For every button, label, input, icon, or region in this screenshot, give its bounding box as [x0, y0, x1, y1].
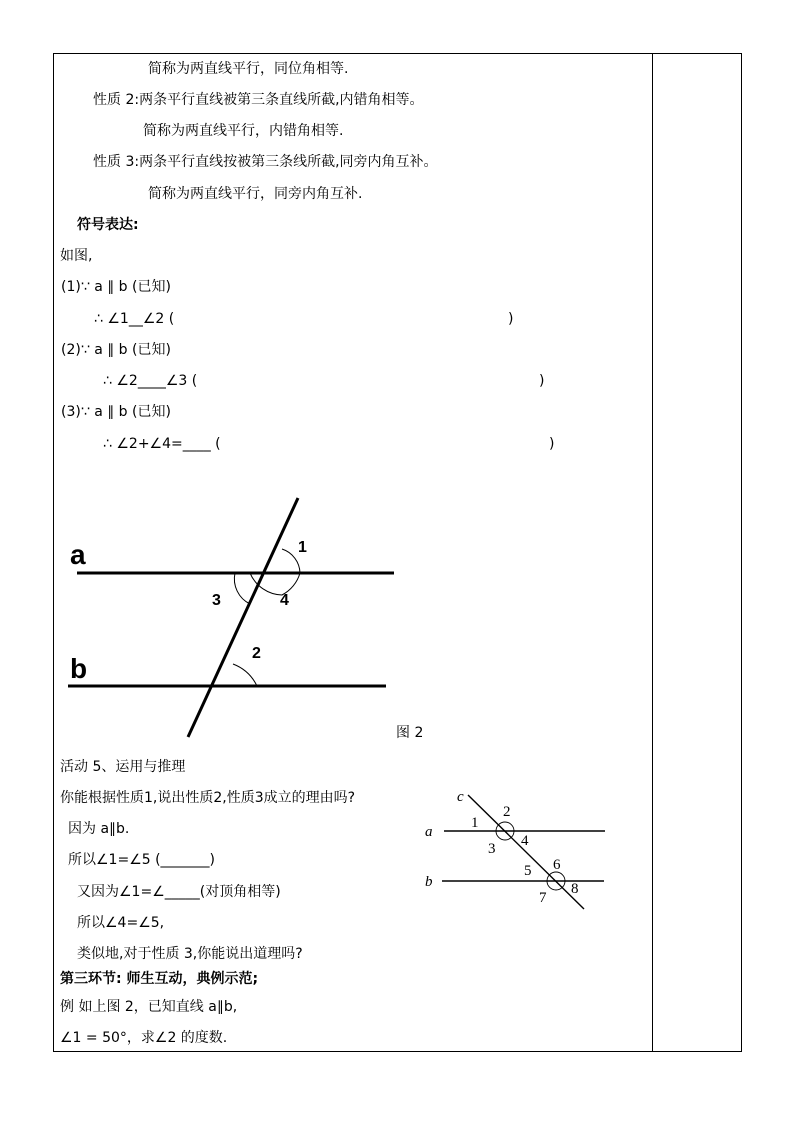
text-line: 你能根据性质1,说出性质2,性质3成立的理由吗?: [60, 790, 356, 806]
column-divider: [652, 54, 653, 1051]
angle-4-label: 4: [521, 833, 529, 849]
text-line: 所以∠1=∠5 (_______): [68, 852, 216, 868]
transversal: [188, 498, 298, 737]
text-line: 又因为∠1=∠_____(对顶角相等): [77, 884, 281, 900]
text-line: 因为 a∥b.: [68, 821, 130, 837]
example-line: ∠1 = 50°，求∠2 的度数.: [60, 1030, 228, 1046]
text-line: 性质 3:两条平行直线按被第三条线所截,同旁内角互补。: [93, 154, 438, 170]
angle-1-label: 1: [298, 539, 307, 556]
label-b: b: [425, 874, 433, 890]
text-line: 简称为两直线平行，同旁内角互补.: [148, 186, 363, 202]
section-heading: 第三环节: 师生互动，典例示范;: [60, 971, 259, 987]
angle-6-label: 6: [553, 857, 561, 873]
text-line: ∴ ∠2____∠3 (: [103, 373, 198, 389]
text-line: ): [539, 373, 545, 389]
angle-5-label: 5: [524, 863, 532, 879]
text-line: ): [549, 436, 555, 452]
angle-1-label: 1: [471, 815, 479, 831]
text-line: 性质 2:两条平行直线被第三条直线所截,内错角相等。: [93, 92, 424, 108]
text-line: (3)∵ a ∥ b (已知): [61, 404, 171, 420]
parallel-lines-figure: [60, 490, 420, 745]
angle-4-label: 4: [280, 592, 289, 609]
text-line: 类似地,对于性质 3,你能说出道理吗?: [77, 946, 303, 962]
section-heading: 符号表达:: [77, 217, 139, 233]
text-line: ∴ ∠1__∠2 (: [94, 311, 175, 327]
angle-7-label: 7: [539, 890, 547, 906]
label-a: a: [425, 824, 433, 840]
angle-3-label: 3: [488, 841, 496, 857]
text-line: 如图,: [60, 248, 93, 264]
text-line: ): [508, 311, 514, 327]
text-line: ∴ ∠2+∠4=____ (: [103, 436, 221, 452]
angle-2-label: 2: [252, 645, 261, 662]
angle-4-arc: [250, 573, 300, 595]
angle-2-label: 2: [503, 804, 511, 820]
example-line: 例 如上图 2，已知直线 a∥b,: [60, 999, 238, 1015]
label-b: b: [70, 653, 88, 684]
text-line: (1)∵ a ∥ b (已知): [61, 279, 171, 295]
angle-2-arc: [233, 664, 257, 686]
figure-caption: 图 2: [396, 725, 424, 741]
label-a: a: [70, 539, 86, 570]
label-c: c: [457, 789, 464, 805]
text-line: 简称为两直线平行，内错角相等.: [143, 123, 344, 139]
text-line: 简称为两直线平行，同位角相等.: [148, 61, 349, 77]
text-line: (2)∵ a ∥ b (已知): [61, 342, 171, 358]
angle-3-label: 3: [212, 592, 221, 609]
line-c: [468, 795, 584, 909]
angle-8-label: 8: [571, 881, 579, 897]
text-line: 所以∠4=∠5,: [77, 915, 165, 931]
section-heading: 活动 5、运用与推理: [60, 759, 186, 775]
transversal-angles-figure: [420, 785, 620, 915]
angle-3-arc: [234, 573, 250, 604]
